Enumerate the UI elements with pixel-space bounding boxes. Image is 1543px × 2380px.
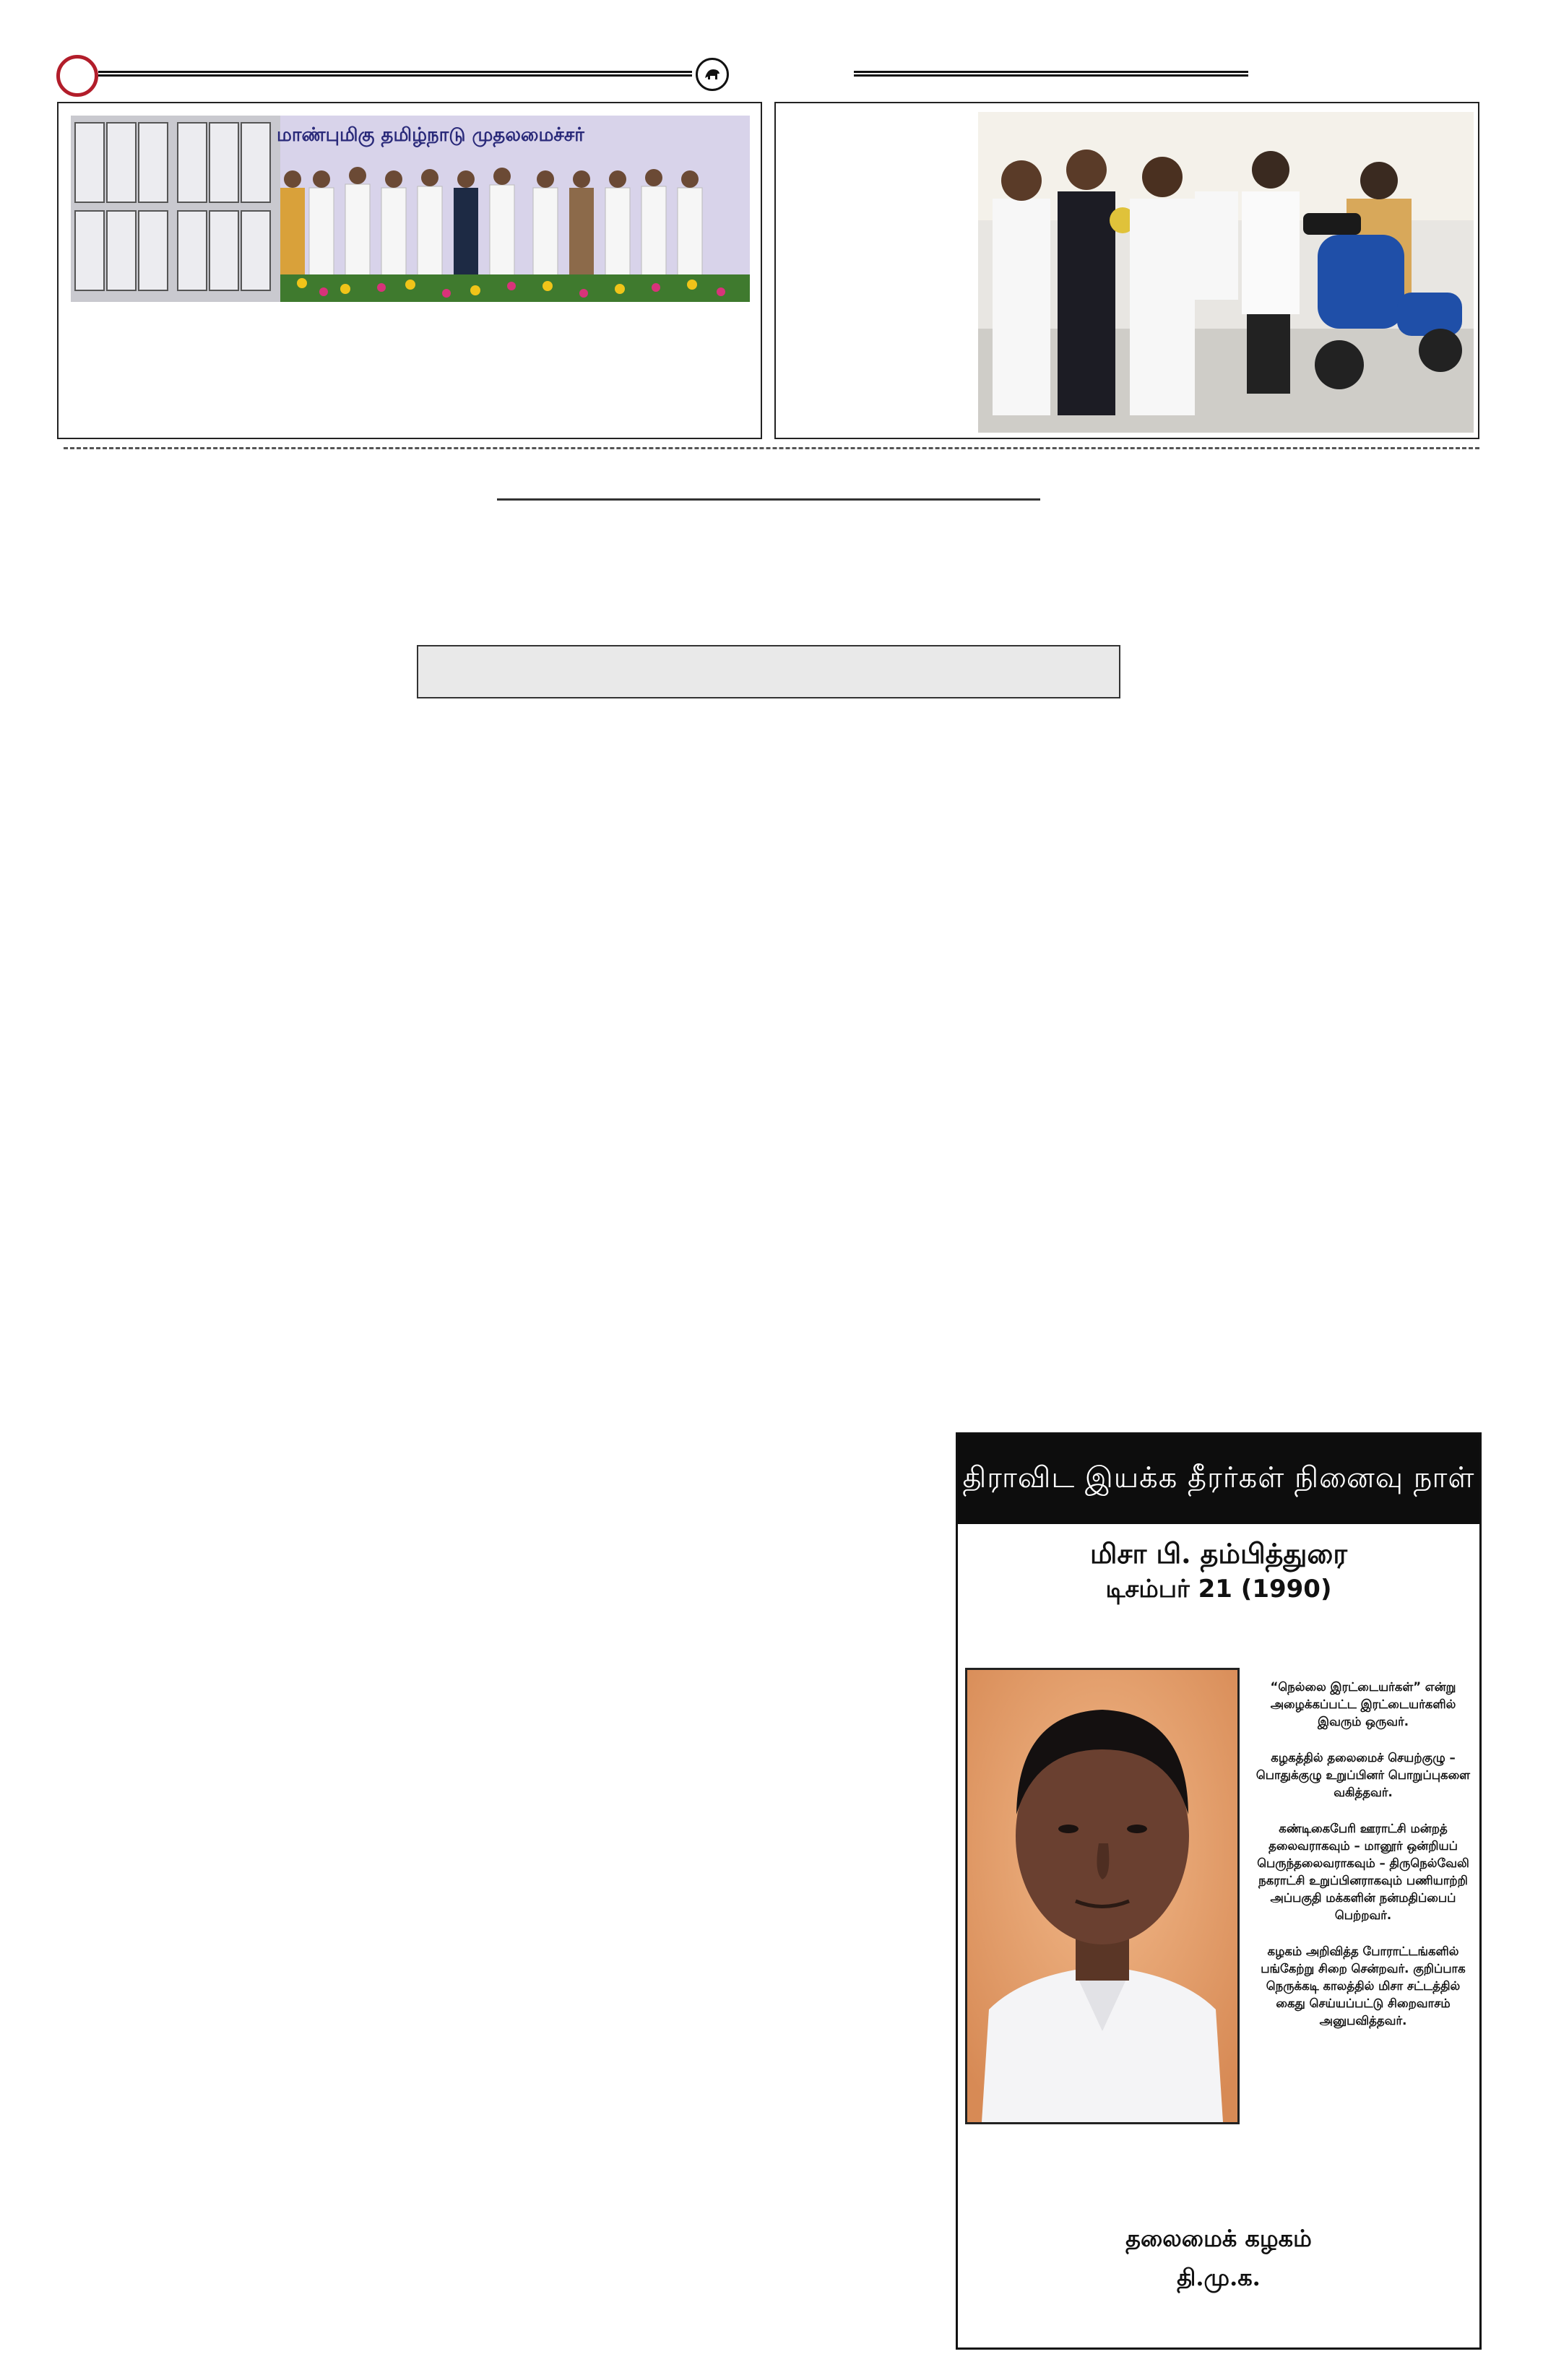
header-rule-left: [98, 71, 692, 77]
tribute-heading: திராவிட இயக்க தீரர்கள் நினைவு நாள்: [958, 1435, 1479, 1524]
event-stage-photo: [71, 116, 750, 302]
memorial-tribute-box: [956, 1432, 1482, 2350]
headline-rule: [497, 498, 1040, 501]
scooter-photo-illustration: [978, 112, 1474, 433]
emblem-icon: [696, 58, 729, 91]
header-rule-right: [854, 71, 1248, 77]
photo-box-right: [774, 102, 1479, 439]
tribute-name: மிசா பி. தம்பித்துரை: [1090, 1537, 1347, 1570]
section-divider-dashed: [64, 447, 1479, 449]
scooter-handover-photo: [978, 112, 1474, 433]
tribute-footer-party: தி.மு.க.: [1177, 2264, 1261, 2291]
tribute-paragraph: கழகம் அறிவித்த போராட்டங்களில் பங்கேற்று சிறை சென்றவர். குறிப்பாக நெருக்கடி காலத்தில் மிசா சட்டத்தில் கைது செய்யப்பட்டு சிறைவாசம் அனுபவித்தவர்.: [1261, 1944, 1466, 2028]
stage-banner-text: மாண்புமிகு தமிழ்நாடு முதலமைச்சர்: [277, 124, 584, 146]
portrait-illustration: [967, 1670, 1237, 2122]
scooter-body: [1318, 235, 1404, 329]
page-number-badge: [56, 55, 98, 97]
tribute-paragraph: கழகத்தில் தலைமைச் செயற்குழு – பொதுக்குழு உறுப்பினர் பொறுப்புகளை வகித்தவர்.: [1255, 1751, 1471, 1799]
tribute-date: டிசம்பர் 21 (1990): [1105, 1575, 1332, 1604]
tribute-biography: [1251, 1679, 1475, 2048]
photo-box-left: [57, 102, 762, 439]
tribute-footer-org: தலைமைக் கழகம்: [1125, 2225, 1312, 2252]
tribute-paragraph: “நெல்லை இரட்டையர்கள்” என்று அழைக்கப்பட்ட இரட்டையர்களில் இவரும் ஒருவர்.: [1270, 1680, 1456, 1728]
portrait-photo: [965, 1668, 1240, 2124]
tribute-paragraph: கண்டிகைபேரி ஊராட்சி மன்றத் தலைவராகவும் – மானூர் ஒன்றியப் பெருந்தலைவராகவும் – திருநெல்வேலி நகராட்சி உறுப்பினராகவும் பணியாற்றி அப்பகுதி மக்களின் நன்மதிப்பைப் பெற்றவர்.: [1257, 1822, 1469, 1922]
subheadline-bar: [417, 645, 1120, 698]
